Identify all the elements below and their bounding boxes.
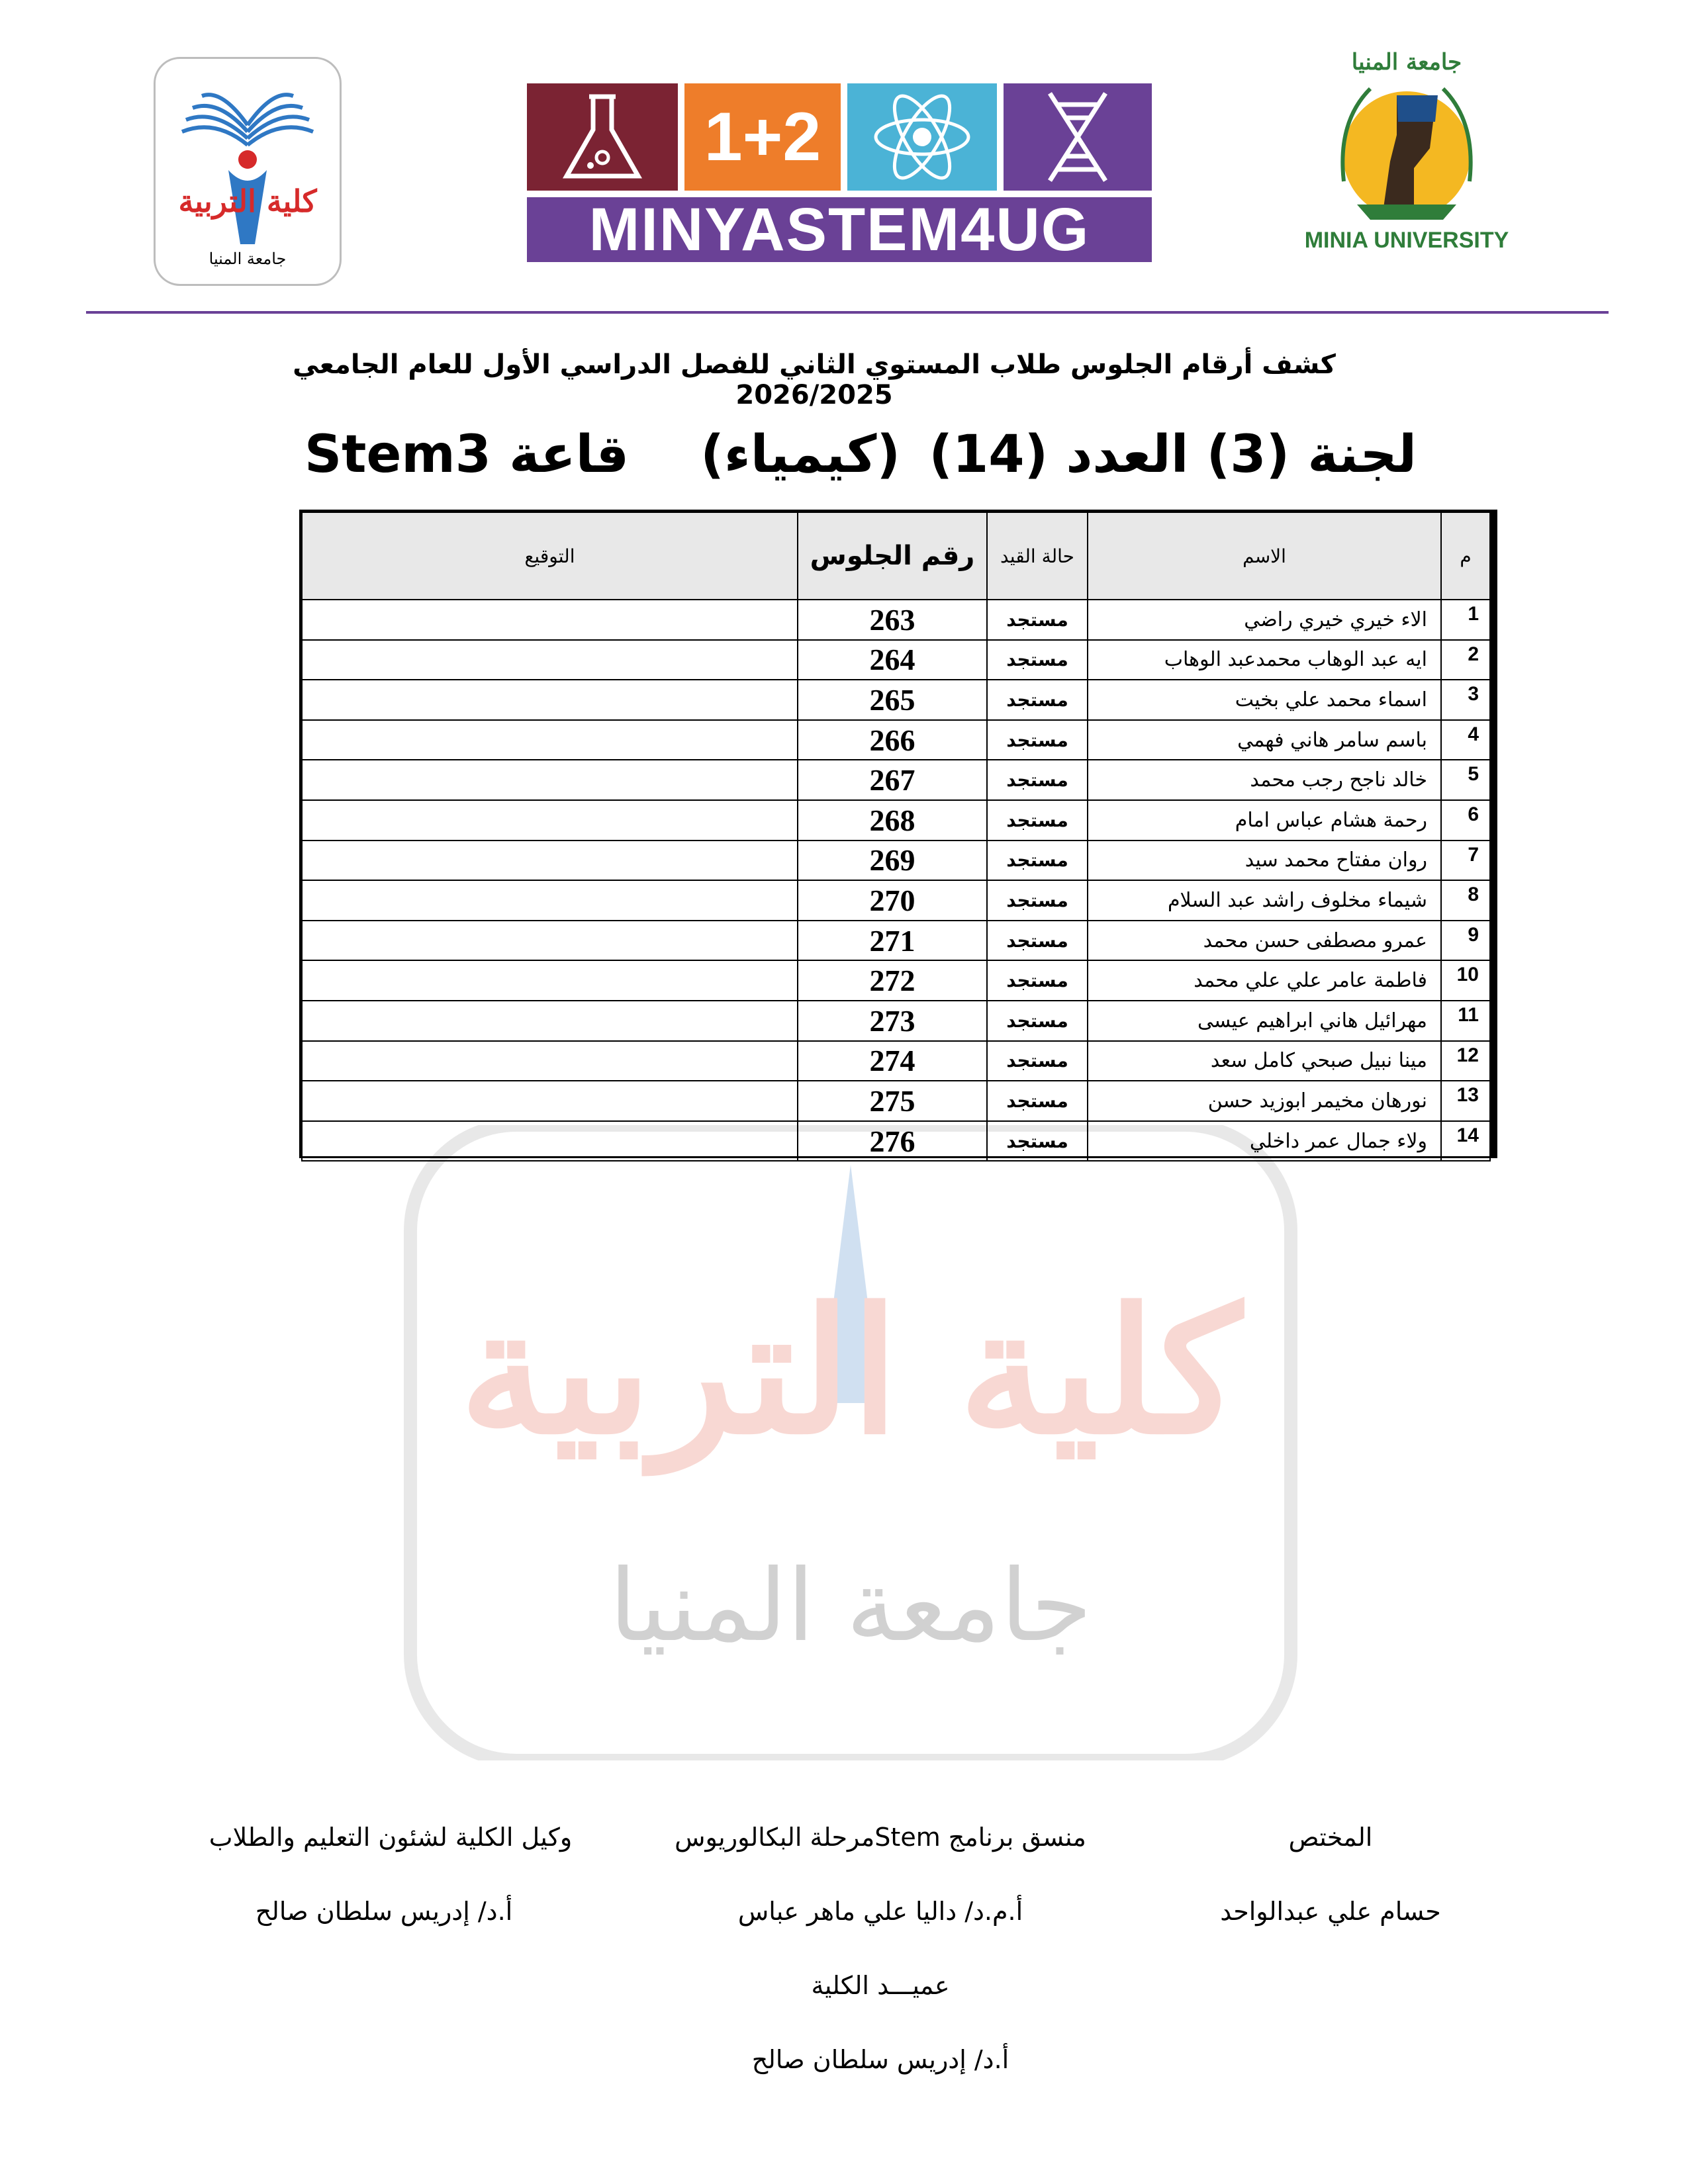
enrollment-status: مستجد — [987, 841, 1088, 881]
row-index: 12 — [1441, 1041, 1490, 1081]
signature-cell — [302, 1081, 798, 1121]
enrollment-status: مستجد — [987, 720, 1088, 760]
hall-label: قاعة Stem3 — [305, 425, 630, 484]
header-divider — [86, 311, 1609, 314]
header-name: الاسم — [1088, 512, 1441, 600]
header-status: حالة القيد — [987, 512, 1088, 600]
dna-icon — [1004, 83, 1152, 191]
student-name: روان مفتاح محمد سيد — [1088, 841, 1441, 881]
table-row — [302, 1121, 1490, 1161]
seat-number: 268 — [798, 800, 987, 841]
dna-tile — [1004, 83, 1152, 191]
enrollment-status: مستجد — [987, 880, 1088, 921]
signature-cell — [302, 640, 798, 680]
seat-number: 273 — [798, 1001, 987, 1041]
watermark — [371, 1125, 1331, 1760]
university-name-en: MINIA UNIVERSITY — [1304, 228, 1509, 253]
faculty-logo — [154, 57, 342, 286]
row-index: 14 — [1441, 1121, 1490, 1161]
math-tile-text: 1+2 — [704, 99, 821, 175]
flask-icon — [527, 83, 678, 191]
row-index: 1 — [1441, 600, 1490, 640]
row-index: 10 — [1441, 960, 1490, 1001]
row-index: 11 — [1441, 1001, 1490, 1041]
atom-tile — [847, 83, 997, 191]
student-name: الاء خيري خيري راضي — [1088, 600, 1441, 640]
table-row — [302, 760, 1490, 800]
table-row — [302, 720, 1490, 760]
student-name: رحمة هشام عباس امام — [1088, 800, 1441, 841]
committee-label: لجنة (3) العدد (14) — [929, 425, 1417, 484]
row-index: 6 — [1441, 800, 1490, 841]
enrollment-status: مستجد — [987, 1041, 1088, 1081]
subject-label: (كيمياء) — [700, 425, 900, 484]
enrollment-status: مستجد — [987, 680, 1088, 720]
watermark-faculty: كلية التربية — [459, 1271, 1242, 1473]
vice-dean-title: وكيل الكلية لشئون التعليم والطلاب — [209, 1823, 573, 1852]
enrollment-status: مستجد — [987, 1081, 1088, 1121]
signature-cell — [302, 1001, 798, 1041]
faculty-logo-text: كلية التربية — [178, 183, 317, 219]
seat-number: 265 — [798, 680, 987, 720]
signature-cell — [302, 800, 798, 841]
row-index: 4 — [1441, 720, 1490, 760]
signature-cell — [302, 600, 798, 640]
dean-title: عميـــد الكلية — [811, 1971, 950, 2000]
table-row — [302, 1081, 1490, 1121]
committee-subtitle — [291, 425, 1417, 504]
table-row — [302, 960, 1490, 1001]
student-name: ولاء جمال عمر داخلي — [1088, 1121, 1441, 1161]
seat-number: 271 — [798, 921, 987, 961]
watermark-university: جامعة المنيا — [609, 1549, 1092, 1664]
seat-number: 264 — [798, 640, 987, 680]
student-name: مهرائيل هاني ابراهيم عيسى — [1088, 1001, 1441, 1041]
signature-cell — [302, 1041, 798, 1081]
student-name: خالد ناجح رجب محمد — [1088, 760, 1441, 800]
seat-numbers-table — [299, 510, 1497, 1158]
table-row — [302, 1041, 1490, 1081]
table-row — [302, 800, 1490, 841]
university-name-ar: جامعة المنيا — [1351, 49, 1462, 75]
seat-number: 266 — [798, 720, 987, 760]
signature-cell — [302, 680, 798, 720]
enrollment-status: مستجد — [987, 760, 1088, 800]
enrollment-status: مستجد — [987, 640, 1088, 680]
row-index: 13 — [1441, 1081, 1490, 1121]
table-row — [302, 880, 1490, 921]
table-row — [302, 680, 1490, 720]
student-name: مينا نبيل صبحي كامل سعد — [1088, 1041, 1441, 1081]
enrollment-status: مستجد — [987, 800, 1088, 841]
student-name: باسم سامر هاني فهمي — [1088, 720, 1441, 760]
header-index: م — [1441, 512, 1490, 600]
student-name: ايه عبد الوهاب محمدعبد الوهاب — [1088, 640, 1441, 680]
page-title: كشف أرقام الجلوس طلاب المستوي الثاني للفصل الدراسي الأول للعام الجامعي 2026/2025 — [293, 349, 1336, 410]
enrollment-status: مستجد — [987, 1001, 1088, 1041]
university-logo — [1297, 49, 1516, 267]
enrollment-status: مستجد — [987, 600, 1088, 640]
seat-number: 270 — [798, 880, 987, 921]
enrollment-status: مستجد — [987, 1121, 1088, 1161]
row-index: 5 — [1441, 760, 1490, 800]
table-row — [302, 640, 1490, 680]
student-name: شيماء مخلوف راشد عبد السلام — [1088, 880, 1441, 921]
table-header-row — [302, 512, 1490, 600]
stem-banner-logo — [527, 83, 1152, 262]
seat-number: 263 — [798, 600, 987, 640]
row-index: 2 — [1441, 640, 1490, 680]
signature-cell — [302, 921, 798, 961]
enrollment-status: مستجد — [987, 921, 1088, 961]
table-row — [302, 1001, 1490, 1041]
seat-number: 272 — [798, 960, 987, 1001]
coordinator-title: منسق برنامج Stemمرحلة البكالوريوس — [675, 1823, 1086, 1852]
faculty-logo-university: جامعة المنيا — [209, 250, 287, 268]
seat-number: 275 — [798, 1081, 987, 1121]
signature-cell — [302, 841, 798, 881]
seat-number: 269 — [798, 841, 987, 881]
header-seat: رقم الجلوس — [798, 512, 987, 600]
flask-tile — [527, 83, 678, 191]
row-index: 3 — [1441, 680, 1490, 720]
stem-banner-wordmark: MINYASTEM4UG — [588, 196, 1090, 263]
header-signature: التوقيع — [302, 512, 798, 600]
signature-cell — [302, 760, 798, 800]
signature-cell — [302, 880, 798, 921]
atom-icon — [847, 83, 997, 191]
coordinator-name: أ.م.د/ داليا علي ماهر عباس — [737, 1897, 1023, 1926]
student-name: عمرو مصطفى حسن محمد — [1088, 921, 1441, 961]
row-index: 7 — [1441, 841, 1490, 881]
signature-cell — [302, 720, 798, 760]
dean-name: أ.د/ إدريس سلطان صالح — [751, 2045, 1009, 2074]
student-name: فاطمة عامر علي علي محمد — [1088, 960, 1441, 1001]
table-row — [302, 841, 1490, 881]
row-index: 8 — [1441, 880, 1490, 921]
table-row — [302, 921, 1490, 961]
signature-cell — [302, 960, 798, 1001]
enrollment-status: مستجد — [987, 960, 1088, 1001]
specialist-title: المختص — [1288, 1823, 1373, 1852]
seat-number: 274 — [798, 1041, 987, 1081]
signature-cell — [302, 1121, 798, 1161]
seat-number: 276 — [798, 1121, 987, 1161]
student-name: اسماء محمد علي بخيت — [1088, 680, 1441, 720]
student-name: نورهان مخيمر ابوزيد حسن — [1088, 1081, 1441, 1121]
table-row — [302, 600, 1490, 640]
specialist-name: حسام علي عبدالواحد — [1220, 1897, 1441, 1926]
row-index: 9 — [1441, 921, 1490, 961]
vice-dean-name: أ.د/ إدريس سلطان صالح — [255, 1897, 513, 1926]
seat-number: 267 — [798, 760, 987, 800]
